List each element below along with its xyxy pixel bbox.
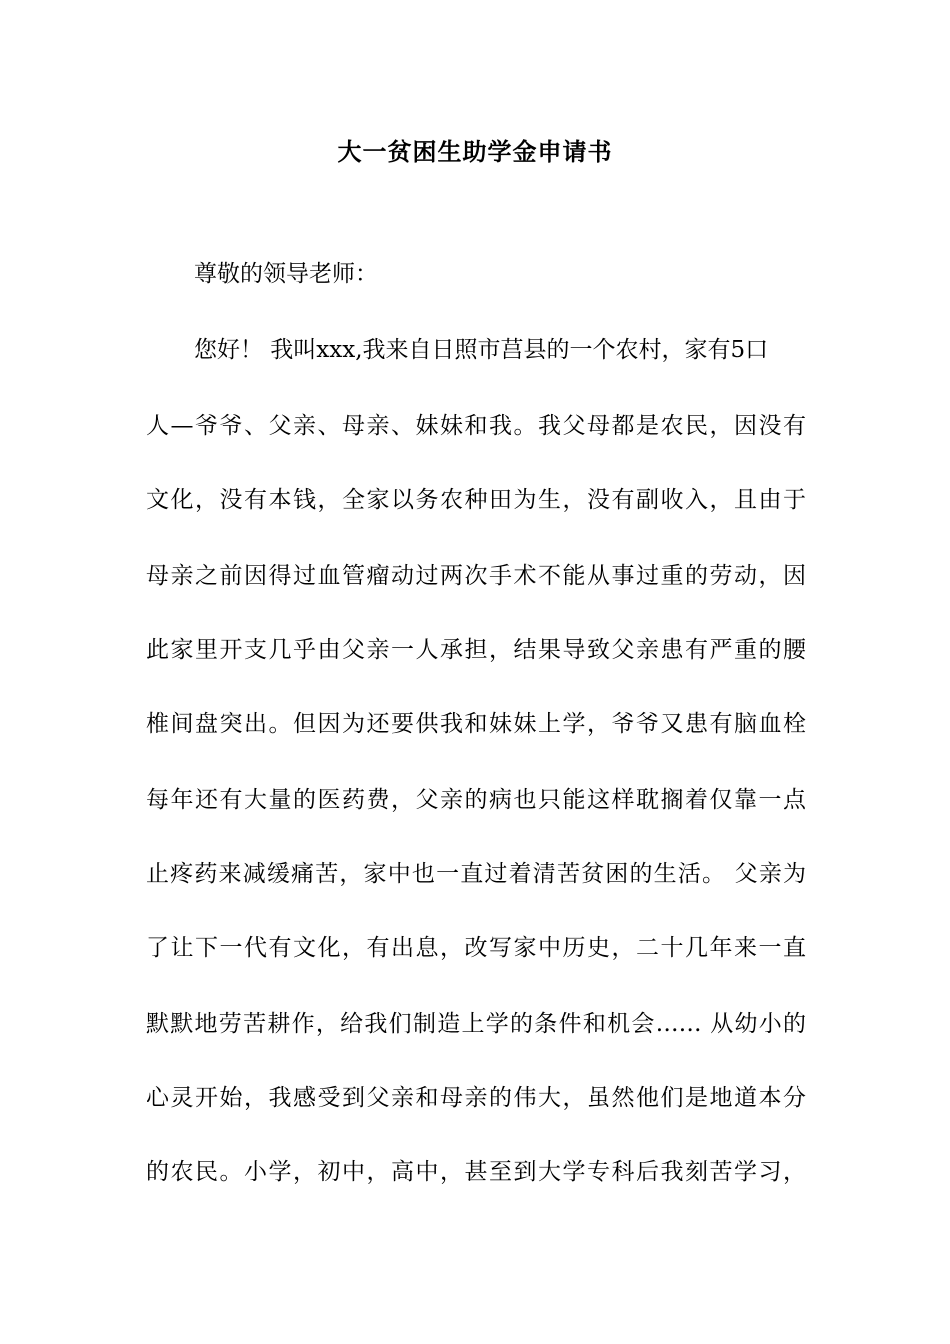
body-line-7: 每年还有大量的医药费，父亲的病也只能这样耽搁着仅靠一点 xyxy=(146,787,806,813)
body-line-12: 的农民。小学，初中，高中，甚至到大学专科后我刻苦学习， xyxy=(146,1159,806,1185)
body-line-1: 您好！ 我叫xxx,我来自日照市莒县的一个农村，家有5口 xyxy=(194,337,769,363)
body-line-5: 此家里开支几乎由父亲一人承担，结果导致父亲患有严重的腰 xyxy=(146,637,806,663)
document-title: 大一贫困生助学金申请书 xyxy=(337,137,613,166)
body-line-10: 默默地劳苦耕作，给我们制造上学的条件和机会…… 从幼小的 xyxy=(146,1011,806,1037)
body-line-3: 文化，没有本钱，全家以务农种田为生，没有副收入，且由于 xyxy=(146,487,806,513)
body-line-9: 了让下一代有文化，有出息，改写家中历史，二十几年来一直 xyxy=(146,935,806,961)
body-line-2: 人—爷爷、父亲、母亲、妹妹和我。我父母都是农民，因没有 xyxy=(146,413,806,439)
salutation-line: 尊敬的领导老师： xyxy=(194,261,378,287)
body-line-6: 椎间盘突出。但因为还要供我和妹妹上学，爷爷又患有脑血栓 xyxy=(146,711,806,737)
body-line-4: 母亲之前因得过血管瘤动过两次手术不能从事过重的劳动，因 xyxy=(146,563,806,589)
body-line-8: 止疼药来减缓痛苦，家中也一直过着清苦贫困的生活。 父亲为 xyxy=(146,861,806,887)
body-line-11: 心灵开始，我感受到父亲和母亲的伟大，虽然他们是地道本分 xyxy=(146,1085,806,1111)
